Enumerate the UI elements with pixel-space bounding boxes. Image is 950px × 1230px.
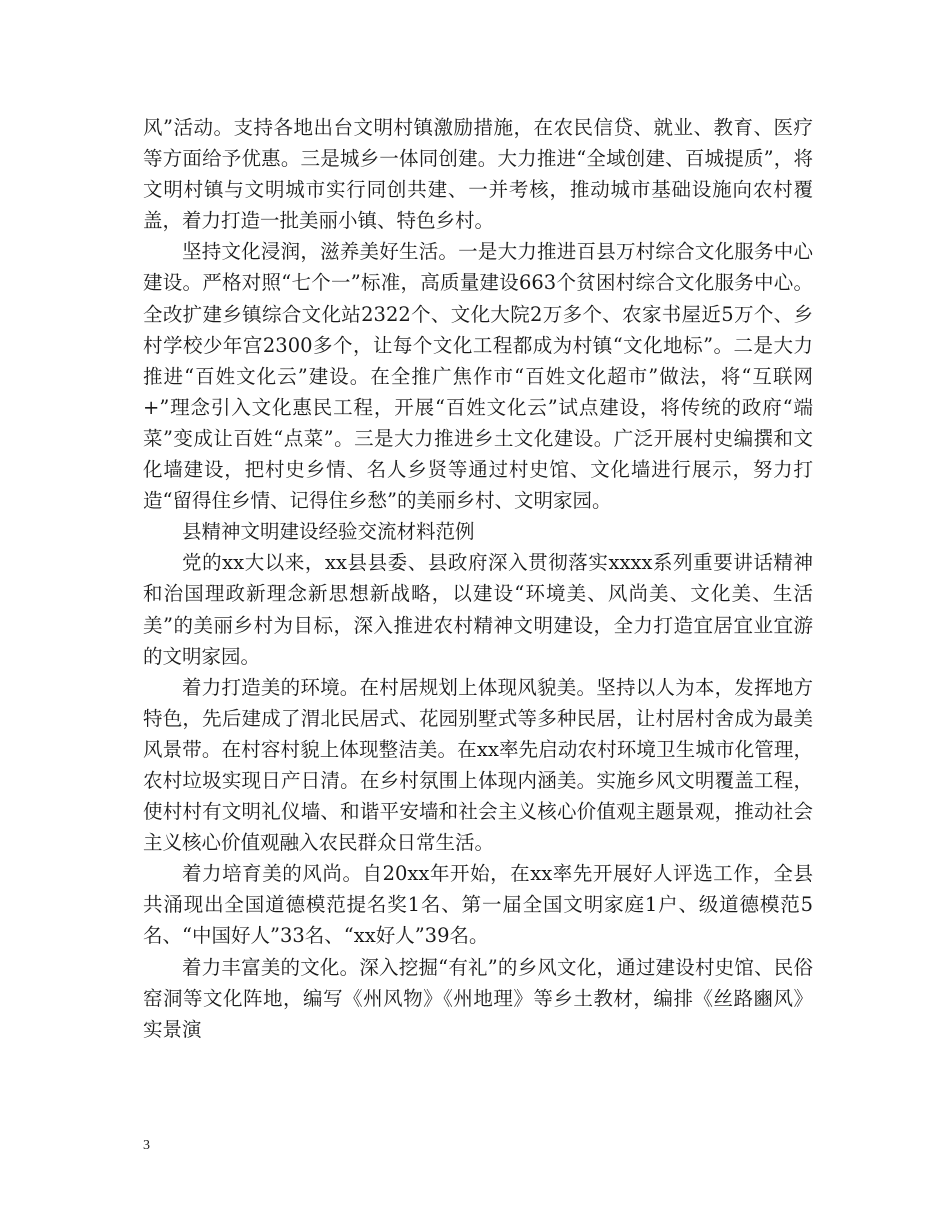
paragraph-2: 坚持文化浸润，滋养美好生活。一是大力推进百县万村综合文化服务中心建设。严格对照“七个一”标准，高质量建设663个贫困村综合文化服务中心。全改扩建乡镇综合文化站2322个、文化大院2万多个、农家书屋近5万个、乡村学校少年宫2300多个，让每个文化工程都成为村镇“文化地标”。二是大力推进“百姓文化云”建设。在全推广焦作市“百姓文化超市”做法，将“互联网+”理念引入文化惠民工程，开展“百姓文化云”试点建设，将传统的政府“端菜”变成让百姓“点菜”。三是大力推进乡土文化建设。广泛开展村史编撰和文化墙建设，把村史乡情、名人乡贤等通过村史馆、文化墙进行展示，努力打造“留得住乡情、记得住乡愁”的美丽乡村、文明家园。 [143, 240, 813, 513]
paragraph-6: 着力培育美的风尚。自20xx年开始，在xx率先开展好人评选工作，全县共涌现出全国道德模范提名奖1名、第一届全国文明家庭1户、级道德模范5名、“中国好人”33名、“xx好人”39名。 [143, 862, 813, 948]
paragraph-4: 党的xx大以来，xx县县委、县政府深入贯彻落实xxxx系列重要讲话精神和治国理政新理念新思想新战略，以建设“环境美、风尚美、文化美、生活美”的美丽乡村为目标，深入推进农村精神文明建设，全力打造宜居宜业宜游的文明家园。 [143, 551, 813, 668]
paragraph-5: 着力打造美的环境。在村居规划上体现风貌美。坚持以人为本，发挥地方特色，先后建成了渭北民居式、花园别墅式等多种民居，让村居村舍成为最美风景带。在村容村貌上体现整洁美。在xx率先启动农村环境卫生城市化管理，农村垃圾实现日产日清。在乡村氛围上体现内涵美。实施乡风文明覆盖工程，使村村有文明礼仪墙、和谐平安墙和社会主义核心价值观主题景观，推动社会主义核心价值观融入农民群众日常生活。 [143, 675, 813, 855]
paragraph-1: 风”活动。支持各地出台文明村镇激励措施，在农民信贷、就业、教育、医疗等方面给予优惠。三是城乡一体同创建。大力推进“全域创建、百城提质”，将文明村镇与文明城市实行同创共建、一并考核，推动城市基础设施向农村覆盖，着力打造一批美丽小镇、特色乡村。 [143, 116, 813, 233]
document-body [143, 112, 813, 1045]
section-title: 县精神文明建设经验交流材料范例 [182, 520, 475, 544]
paragraph-7: 着力丰富美的文化。深入挖掘“有礼”的乡风文化，通过建设村史馆、民俗窑洞等文化阵地，编写《州风物》《州地理》等乡土教材，编排《丝路豳风》实景演 [143, 955, 813, 1041]
page-number: 3 [143, 1138, 150, 1153]
